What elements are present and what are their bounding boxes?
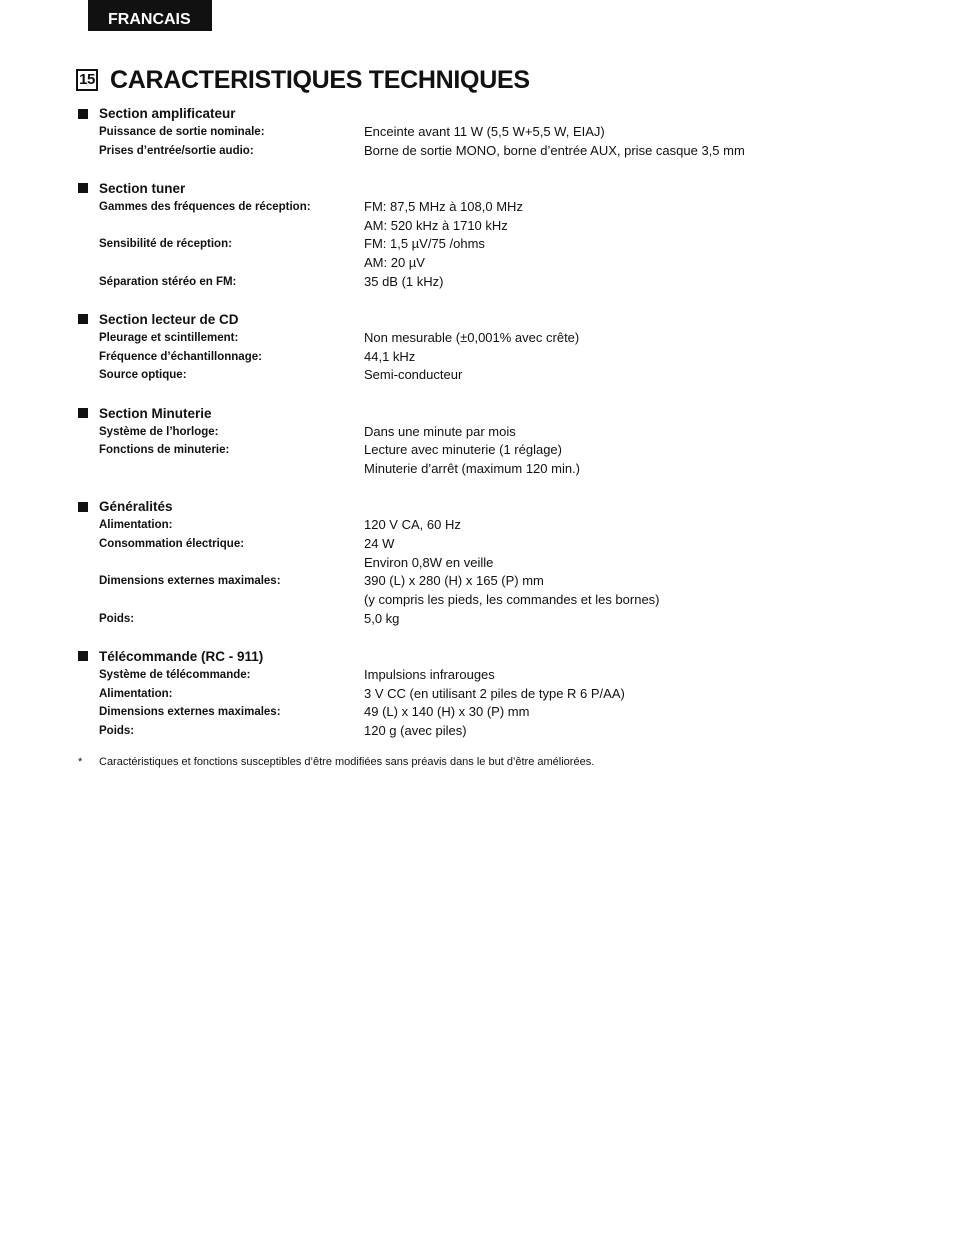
spec-values <box>364 123 605 142</box>
spec-section <box>78 179 898 292</box>
spec-section <box>78 404 898 479</box>
spec-values <box>364 722 467 741</box>
spec-label: Sensibilité de réception: <box>99 238 232 251</box>
spec-row <box>78 123 898 142</box>
spec-row <box>78 441 898 478</box>
spec-row <box>78 685 898 704</box>
spec-value: Semi-conducteur <box>364 367 463 383</box>
spec-values <box>364 348 415 367</box>
spec-label: Système de l’horloge: <box>99 425 219 438</box>
spec-label: Fréquence d’échantillonnage: <box>99 350 262 363</box>
spec-value: 24 W <box>364 535 395 551</box>
spec-value: (y compris les pieds, les commandes et les bornes) <box>364 591 660 607</box>
section-header <box>78 310 898 329</box>
spec-values <box>364 666 495 685</box>
spec-row <box>78 535 898 572</box>
spec-value: 120 V CA, 60 Hz <box>364 517 461 533</box>
spec-value: FM: 87,5 MHz à 108,0 MHz <box>364 198 523 214</box>
spec-values <box>364 423 516 442</box>
spec-row <box>78 572 898 609</box>
spec-values <box>364 685 625 704</box>
spec-row <box>78 722 898 741</box>
spec-label: Pleurage et scintillement: <box>99 331 239 344</box>
section-header <box>78 179 898 198</box>
square-bullet-icon <box>78 502 88 512</box>
spec-label: Alimentation: <box>99 519 173 532</box>
spec-row <box>78 423 898 442</box>
spec-value: Dans une minute par mois <box>364 423 516 439</box>
spec-row <box>78 235 898 272</box>
section-title: Télécommande (RC - 911) <box>99 648 264 664</box>
section-header <box>78 404 898 423</box>
footnote-asterisk: * <box>78 756 83 768</box>
spec-row <box>78 366 898 385</box>
square-bullet-icon <box>78 408 88 418</box>
spec-value: 390 (L) x 280 (H) x 165 (P) mm <box>364 573 544 589</box>
spec-value: AM: 520 kHz à 1710 kHz <box>364 217 508 233</box>
spec-values <box>364 198 523 235</box>
spec-label: Poids: <box>99 724 135 737</box>
spec-label: Dimensions externes maximales: <box>99 575 281 588</box>
spec-value: Enceinte avant 11 W (5,5 W+5,5 W, EIAJ) <box>364 124 605 139</box>
spec-label: Poids: <box>99 612 135 625</box>
spec-values <box>364 572 660 609</box>
footnote-text: Caractéristiques et fonctions susceptibles d’être modifiées sans préavis dans le but d’être améliorées. <box>99 756 595 768</box>
spec-values <box>364 142 745 161</box>
spec-row <box>78 348 898 367</box>
section-title: Section amplificateur <box>99 106 236 121</box>
spec-label: Séparation stéréo en FM: <box>99 275 237 288</box>
section-title: Généralités <box>99 499 173 515</box>
page-heading <box>76 66 530 94</box>
spec-label: Dimensions externes maximales: <box>99 706 281 719</box>
spec-section <box>78 104 898 160</box>
spec-row <box>78 516 898 535</box>
spec-row <box>78 273 898 292</box>
spec-value: 44,1 kHz <box>364 348 416 364</box>
spec-label: Source optique: <box>99 369 187 382</box>
spec-value: FM: 1,5 µV/75 /ohms <box>364 236 485 252</box>
page-title: CARACTERISTIQUES TECHNIQUES <box>110 65 530 94</box>
spec-list <box>78 104 898 759</box>
spec-values <box>364 366 462 385</box>
footnote <box>78 755 594 769</box>
spec-section <box>78 647 898 741</box>
spec-values <box>364 535 493 572</box>
spec-value: Lecture avec minuterie (1 réglage) <box>364 442 562 458</box>
square-bullet-icon <box>78 651 88 661</box>
section-title: Section tuner <box>99 180 186 196</box>
section-title: Section lecteur de CD <box>99 311 239 327</box>
spec-value: Minuterie d’arrêt (maximum 120 min.) <box>364 460 581 476</box>
square-bullet-icon <box>78 314 88 324</box>
spec-label: Alimentation: <box>99 687 173 700</box>
spec-label: Fonctions de minuterie: <box>99 444 230 457</box>
spec-section <box>78 310 898 385</box>
spec-label: Prises d’entrée/sortie audio: <box>99 144 254 157</box>
section-title: Section Minuterie <box>99 405 212 421</box>
spec-values <box>364 703 529 722</box>
spec-label: Système de télécommande: <box>99 668 251 681</box>
spec-row <box>78 703 898 722</box>
spec-value: Environ 0,8W en veille <box>364 554 494 570</box>
section-header <box>78 104 898 123</box>
spec-row <box>78 666 898 685</box>
square-bullet-icon <box>78 109 88 119</box>
spec-values <box>364 235 485 272</box>
spec-value: AM: 20 µV <box>364 255 425 271</box>
spec-values <box>364 516 461 535</box>
spec-value: 49 (L) x 140 (H) x 30 (P) mm <box>364 704 530 720</box>
spec-section <box>78 497 898 628</box>
section-header <box>78 647 898 666</box>
chapter-number: 15 <box>76 69 98 91</box>
spec-value: 35 dB (1 kHz) <box>364 273 444 289</box>
spec-row <box>78 329 898 348</box>
spec-values <box>364 273 443 292</box>
spec-value: Borne de sortie MONO, borne d’entrée AUX, prise casque 3,5 mm <box>364 142 745 158</box>
spec-label: Consommation électrique: <box>99 537 245 550</box>
spec-label: Puissance de sortie nominale: <box>99 126 265 138</box>
spec-row <box>78 610 898 629</box>
section-header <box>78 497 898 516</box>
spec-row <box>78 198 898 235</box>
spec-value: 120 g (avec piles) <box>364 722 467 738</box>
spec-row <box>78 142 898 161</box>
spec-value: 3 V CC (en utilisant 2 piles de type R 6 P/AA) <box>364 685 625 701</box>
spec-value: 5,0 kg <box>364 610 400 626</box>
square-bullet-icon <box>78 183 88 193</box>
spec-values <box>364 441 580 478</box>
spec-values <box>364 610 399 629</box>
language-tab: FRANCAIS <box>88 0 212 31</box>
spec-value: Impulsions infrarouges <box>364 666 495 682</box>
spec-values <box>364 329 579 348</box>
spec-value: Non mesurable (±0,001% avec crête) <box>364 329 580 345</box>
spec-label: Gammes des fréquences de réception: <box>99 200 311 213</box>
